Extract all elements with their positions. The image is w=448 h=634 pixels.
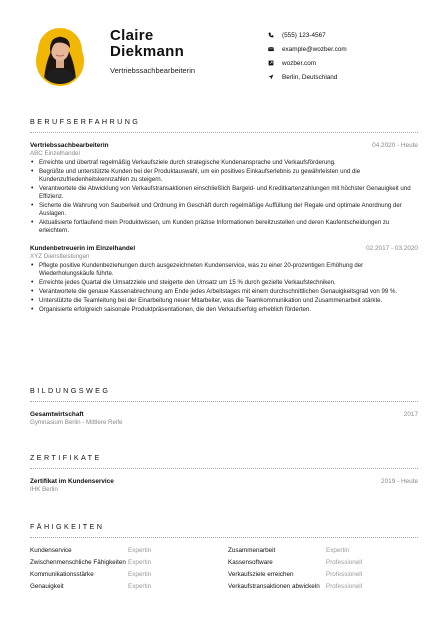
skill-name: Kassensoftware — [228, 559, 273, 567]
location-text: Berlin, Deutschland — [282, 73, 338, 81]
skills-section — [30, 522, 418, 591]
location-icon — [268, 74, 282, 80]
education-degree: Gesamtwirtschaft — [30, 411, 84, 418]
certificates-section — [30, 453, 418, 494]
job-title: Vertriebssachbearbeiterin — [110, 66, 196, 75]
contact-email — [268, 42, 438, 56]
experience-title: BERUFSERFAHRUNG — [30, 117, 418, 133]
profile-photo — [36, 28, 84, 86]
skills-grid — [30, 547, 418, 591]
email-text[interactable]: example@wozber.com — [282, 45, 347, 53]
skill-name: Verkaufstransaktionen abwickeln — [228, 583, 320, 591]
skill-name: Zwischenmenschliche Fähigkeiten — [30, 559, 126, 567]
job-bullet: • Begrüßte und unterstützte Kunden bei der Produktauswahl, um ein positives Einkaufserlebnis zu gewährleisten und die Kundenzufriedenheitskennzahlen zu steigern. — [30, 168, 418, 184]
job-date: 04.2020 - Heute — [372, 142, 418, 149]
skill-name: Zusammenarbeit — [228, 547, 276, 555]
job-bullets — [30, 159, 418, 235]
job-entry — [30, 142, 418, 235]
certificate-name: Zertifikat im Kundenservice — [30, 478, 114, 485]
education-school: Gymnasium Berlin - Mittlere Reife — [30, 419, 123, 426]
education-entry — [30, 411, 418, 427]
job-bullet: • Sicherte die Wahrung von Sauberkeit und Ordnung im Geschäft durch regelmäßige Auffüllung der Regale und optimale Anordnung der Auslagen. — [30, 202, 418, 218]
job-bullet: • Pflegte positive Kundenbeziehungen durch ausgezeichneten Kundenservice, was zu einer 20-prozentigen Erhöhung der Wiederholungskäufe führte. — [30, 262, 418, 278]
phone-icon — [268, 32, 282, 38]
skill-level: Expertin — [128, 571, 152, 579]
job-entry — [30, 245, 418, 314]
certificate-issuer: IHK Berlin — [30, 486, 58, 493]
experience-section — [30, 117, 418, 314]
skill-level: Expertin — [128, 583, 152, 591]
job-company: ABC Einzelhandel — [30, 150, 80, 157]
contact-phone — [268, 28, 438, 42]
skill-level: Expertin — [326, 547, 350, 555]
job-bullet: • Unterstützte die Teamleitung bei der Einarbeitung neuer Mitarbeiter, was die Teamkommunikation und Zusammenarbeit stärkte. — [30, 297, 418, 305]
skill-name: Genauigkeit — [30, 583, 64, 591]
skill-name: Kundenservice — [30, 547, 72, 555]
website-text[interactable]: wozber.com — [282, 59, 317, 67]
skill-level: Professionell — [326, 583, 363, 591]
avatar — [38, 28, 82, 84]
education-date: 2017 — [403, 411, 418, 418]
skill-name: Kommunikationsstärke — [30, 571, 94, 579]
contact-location — [268, 70, 438, 84]
job-bullet: • Aktualisierte fortlaufend mein Produktwissen, um Kunden präzise Informationen bereitzustellen und deren Kaufentscheidungen zu erleichtern. — [30, 219, 418, 235]
job-role: Vertriebssachbearbeiterin — [30, 142, 109, 149]
education-title: BILDUNGSWEG — [30, 386, 418, 402]
skill-level: Expertin — [128, 547, 152, 555]
last-name: Diekmann — [110, 43, 185, 60]
job-date: 02.2017 - 03.2020 — [366, 245, 418, 252]
job-bullet: • Organisierte erfolgreich saisonale Produktpräsentationen, die den Verkaufserfolg erheblich förderten. — [30, 306, 418, 314]
skill-level: Professionell — [326, 559, 363, 567]
skill-level: Expertin — [128, 559, 152, 567]
first-name: Claire — [110, 27, 154, 44]
contact-list — [268, 28, 438, 84]
job-bullet: • Erreichte jedes Quartal die Umsatzziele und steigerte den Umsatz um 15 % durch gezielte Verkaufstechniken. — [30, 279, 418, 287]
skill-name: Verkaufsziele erreichen — [228, 571, 294, 579]
job-bullet: • Erreichte und übertraf regelmäßig Verkaufsziele durch strategische Kundenansprache und Verkaufsförderung. — [30, 159, 418, 167]
job-company: XYZ Dienstleistungen — [30, 253, 90, 260]
mail-icon — [268, 46, 282, 52]
education-section — [30, 386, 418, 427]
full-name — [110, 28, 184, 60]
certificate-date: 2019 - Heute — [381, 478, 418, 485]
skills-title: FÄHIGKEITEN — [30, 522, 418, 538]
portrait-illustration — [38, 28, 82, 84]
contact-website — [268, 56, 438, 70]
link-icon — [268, 60, 282, 66]
phone-text[interactable]: (555) 123-4567 — [282, 31, 326, 39]
job-bullet: • Verantwortete die Abwicklung von Verkaufstransaktionen einschließlich Bargeld- und Kreditkartenzahlungen mit höchster Genauigkeit und Effizienz. — [30, 185, 418, 201]
certificate-entry — [30, 478, 418, 494]
job-bullet: • Verantwortete die genaue Kassenabrechnung am Ende jedes Arbeitstages mit einem durchschnittlichen Genauigkeitsgrad von 99 %. — [30, 288, 418, 296]
resume-header — [0, 0, 448, 100]
job-bullets — [30, 262, 418, 314]
skill-level: Professionell — [326, 571, 363, 579]
certificates-title: ZERTIFIKATE — [30, 453, 418, 469]
job-role: Kundenbetreuerin im Einzelhandel — [30, 245, 136, 252]
